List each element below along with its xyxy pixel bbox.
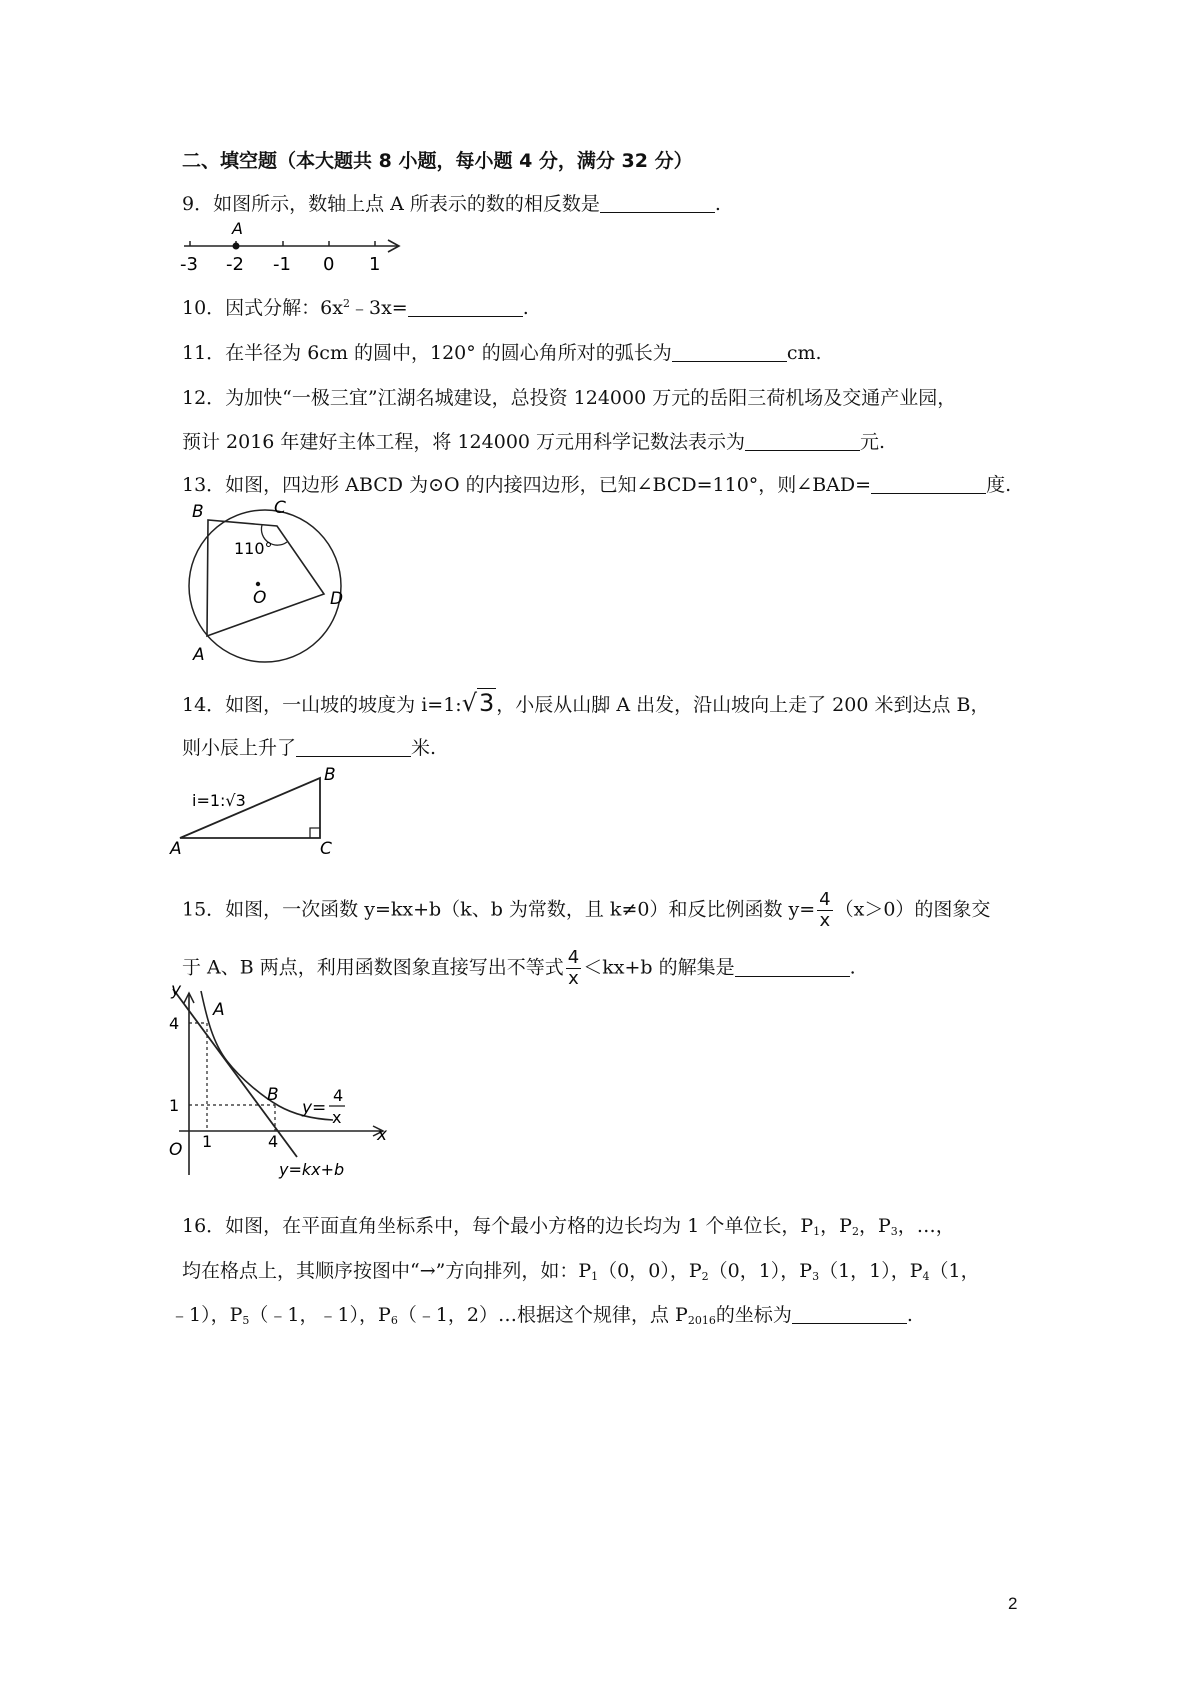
q14-slope-figure — [170, 765, 350, 860]
q11-text: 11．在半径为 6cm 的圆中，120° 的圆心角所对的弧长为 — [182, 342, 672, 364]
q9-tick-label: -3 — [180, 254, 198, 275]
q16-sub: 2 — [701, 1270, 709, 1283]
q14-end: 米. — [411, 737, 437, 759]
q15-text-b: （x＞0）的图象交 — [834, 898, 991, 921]
q13-label-a: A — [193, 645, 205, 665]
question-16-line-3 — [170, 1300, 913, 1327]
q16-text-e: 均在格点上，其顺序按图中“→”方向排列，如：P — [182, 1260, 592, 1282]
q10-prefix: 10．因式分解：6x — [182, 297, 343, 319]
q11-answer-blank[interactable] — [672, 343, 787, 362]
q14-text-a: 14．如图，一山坡的坡度为 i=1: — [182, 694, 462, 716]
q16-answer-blank[interactable] — [792, 1305, 907, 1324]
q12-text: 预计 2016 年建好主体工程，将 124000 万元用科学记数法表示为 — [182, 431, 746, 453]
q16-text-b: ，P — [820, 1215, 852, 1237]
q15-y-axis-label: y — [171, 980, 182, 1000]
q15-point-b-label: B — [267, 1085, 279, 1105]
q15-point-a-label: A — [213, 1000, 225, 1020]
q16-sub: 1 — [813, 1225, 821, 1238]
q15-curve-den: x — [332, 1108, 342, 1127]
question-16-line-2 — [182, 1256, 980, 1283]
q12-answer-blank[interactable] — [745, 432, 860, 451]
q16-sub: 5 — [242, 1314, 250, 1327]
q14-label-b: B — [324, 765, 336, 785]
q14-sqrt: √3 — [461, 689, 495, 717]
q16-text-i: （1， — [929, 1260, 980, 1282]
q16-sub: 2016 — [687, 1314, 716, 1327]
q13-label-o: O — [253, 588, 267, 608]
q9-tick-label: 0 — [323, 254, 335, 275]
q13-circle-figure — [180, 500, 360, 668]
q15-curve-label: y= — [302, 1098, 327, 1118]
q13-label-b: B — [192, 502, 204, 522]
q14-answer-blank[interactable] — [296, 738, 411, 757]
question-15-line-1 — [182, 890, 990, 931]
q15-y-tick-4: 4 — [169, 1014, 180, 1033]
q10-answer-blank[interactable] — [408, 298, 523, 317]
q9-point-a-marker — [233, 243, 240, 250]
q12-end: 元. — [860, 431, 886, 453]
page-number: 2 — [1008, 1594, 1018, 1613]
q9-answer-blank[interactable] — [600, 194, 715, 213]
q16-end: . — [906, 1304, 913, 1326]
question-10 — [182, 293, 529, 320]
q16-sub: 4 — [922, 1270, 930, 1283]
q15-fraction-2 — [566, 948, 581, 989]
q10-exponent: 2 — [342, 297, 350, 310]
q14-text-b: ，小辰从山脚 A 出发，沿山坡向上走了 200 米到达点 B， — [496, 694, 990, 716]
q9-tick-label: -2 — [226, 254, 244, 275]
q15-origin-label: O — [169, 1140, 183, 1160]
question-15-line-2 — [182, 948, 856, 989]
q9-end: . — [714, 193, 721, 215]
q14-label-c: C — [320, 839, 332, 859]
q10-mid: ﹣3x= — [349, 297, 408, 319]
q9-tick-label: 1 — [369, 254, 381, 275]
q15-text-c: 于 A、B 两点，利用函数图象直接写出不等式 — [182, 956, 564, 979]
q16-text-h: （1，1），P — [819, 1260, 923, 1282]
q9-number-line — [180, 218, 420, 276]
q16-sub: 6 — [390, 1314, 398, 1327]
q15-frac-num: 4 — [819, 889, 831, 910]
q9-point-label: A — [232, 219, 243, 238]
q13-end: 度. — [986, 474, 1012, 496]
q16-text-g: （0，1），P — [708, 1260, 813, 1282]
question-12-line-2 — [182, 427, 885, 454]
question-12-line-1: 12．为加快“一极三宜”江湖名城建设，总投资 124000 万元的岳阳三荷机场及交通产业园， — [182, 387, 957, 409]
q15-function-graph — [165, 980, 395, 1185]
q15-x-tick-4: 4 — [268, 1132, 279, 1151]
q15-line-label: y=kx+b — [279, 1160, 345, 1179]
question-16-line-1 — [182, 1211, 955, 1238]
q15-text-a: 15．如图，一次函数 y=kx+b（k、b 为常数，且 k≠0）和反比例函数 y= — [182, 898, 816, 921]
q15-answer-blank[interactable] — [735, 958, 850, 977]
q15-y-tick-1: 1 — [169, 1096, 180, 1115]
q13-angle-label: 110° — [234, 539, 273, 558]
q16-text-k: （﹣1，﹣1），P — [249, 1304, 391, 1326]
q14-sqrt-value: 3 — [479, 689, 495, 717]
q9-text: 9．如图所示，数轴上点 A 所表示的数的相反数是 — [182, 193, 600, 215]
q13-label-d: D — [330, 589, 344, 609]
q16-text-f: （0，0），P — [598, 1260, 702, 1282]
question-13 — [182, 470, 1011, 497]
q13-text: 13．如图，四边形 ABCD 为⊙O 的内接四边形，已知∠BCD=110°，则∠BAD= — [182, 474, 872, 496]
q16-text-d: ，…， — [897, 1215, 955, 1237]
q16-text-l: （﹣1，2）…根据这个规律，点 P — [397, 1304, 688, 1326]
q14-text-c: 则小辰上升了 — [182, 737, 297, 759]
q10-end: . — [522, 297, 529, 319]
q16-sub: 1 — [591, 1270, 599, 1283]
q16-sub: 3 — [812, 1270, 820, 1283]
q13-answer-blank[interactable] — [871, 475, 986, 494]
q15-frac2-den: x — [568, 968, 579, 989]
section-title: 二、填空题（本大题共 8 小题，每小题 4 分，满分 32 分） — [182, 150, 693, 172]
q16-text-j: ﹣1），P — [170, 1304, 243, 1326]
q13-label-c: C — [274, 498, 286, 518]
q16-text-c: ，P — [858, 1215, 891, 1237]
q14-slope-label: i=1:√3 — [192, 791, 246, 810]
q15-frac2-num: 4 — [567, 947, 580, 968]
q15-end: . — [849, 956, 856, 979]
q11-unit: cm. — [786, 342, 822, 364]
question-14-line-1 — [182, 689, 989, 717]
q16-text-m: 的坐标为 — [715, 1304, 792, 1326]
q14-label-a: A — [170, 839, 182, 859]
q15-x-tick-1: 1 — [202, 1132, 213, 1151]
q16-sub: 2 — [851, 1225, 859, 1238]
q9-tick-label: -1 — [273, 254, 291, 275]
question-9 — [182, 189, 721, 216]
question-14-line-2 — [182, 733, 436, 760]
q15-fraction — [817, 890, 832, 931]
q15-frac-den: x — [819, 910, 831, 931]
q15-x-axis-label: x — [377, 1125, 388, 1145]
q15-text-d: ＜kx+b 的解集是 — [583, 956, 735, 979]
q16-text-a: 16．如图，在平面直角坐标系中，每个最小方格的边长均为 1 个单位长，P — [182, 1215, 814, 1237]
q15-curve-num: 4 — [333, 1086, 344, 1105]
q16-sub: 3 — [890, 1225, 898, 1238]
question-11 — [182, 338, 822, 365]
